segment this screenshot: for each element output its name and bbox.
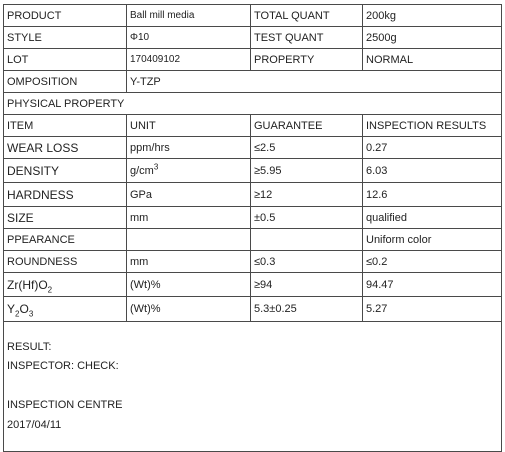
- composition-row: [4, 71, 502, 93]
- row-item: DENSITY: [4, 159, 127, 183]
- unit-base: g/cm: [130, 164, 154, 177]
- info-row-product: [4, 5, 502, 27]
- formula-subscript: 3: [28, 309, 34, 319]
- row-unit: ppm/hrs: [127, 137, 251, 159]
- row-result: ≤0.2: [363, 251, 502, 273]
- table-row: [4, 297, 502, 322]
- row-guarantee: 5.3±0.25: [251, 297, 363, 322]
- row-item: WEAR LOSS: [4, 137, 127, 159]
- property-label: PROPERTY: [251, 49, 363, 71]
- row-result: Uniform color: [363, 229, 502, 251]
- inspection-date: 2017/04/11: [7, 418, 62, 431]
- row-result: 5.27: [363, 297, 502, 322]
- physical-property-row: [4, 93, 502, 115]
- row-unit: (Wt)%: [127, 273, 251, 297]
- row-unit: [127, 229, 251, 251]
- row-guarantee: ±0.5: [251, 207, 363, 229]
- row-guarantee: ≤0.3: [251, 251, 363, 273]
- row-item: [4, 297, 127, 322]
- formula-subscript: 2: [15, 309, 20, 319]
- column-header-row: [4, 115, 502, 137]
- row-unit: (Wt)%: [127, 297, 251, 322]
- row-result: qualified: [363, 207, 502, 229]
- result-label: RESULT:: [7, 340, 52, 353]
- lot-value: 170409102: [127, 49, 251, 71]
- total-quant-value: 200kg: [363, 5, 502, 27]
- table-row: [4, 207, 502, 229]
- row-item: PPEARANCE: [4, 229, 127, 251]
- row-item: ROUNDNESS: [4, 251, 127, 273]
- row-guarantee: ≤2.5: [251, 137, 363, 159]
- formula-base: Zr(Hf)O: [7, 277, 48, 292]
- row-result: 12.6: [363, 183, 502, 207]
- row-unit: [127, 159, 251, 183]
- inspection-centre-label: INSPECTION CENTRE: [7, 399, 123, 411]
- info-row-style: [4, 27, 502, 49]
- unit-superscript: 3: [153, 161, 159, 171]
- inspector-label: INSPECTOR: CHECK:: [7, 360, 119, 373]
- info-row-lot: [4, 49, 502, 71]
- table-row: [4, 183, 502, 207]
- product-label: PRODUCT: [4, 5, 127, 27]
- column-header-item: ITEM: [4, 115, 127, 137]
- row-result: 6.03: [363, 159, 502, 183]
- column-header-unit: UNIT: [127, 115, 251, 137]
- composition-value: Y-TZP: [127, 71, 502, 93]
- formula-base: Y: [7, 302, 16, 316]
- row-item: SIZE: [4, 207, 127, 229]
- row-unit: mm: [127, 207, 251, 229]
- total-quant-label: TOTAL QUANT: [251, 5, 363, 27]
- row-unit: mm: [127, 251, 251, 273]
- inspection-table: [3, 4, 502, 452]
- row-result: 0.27: [363, 137, 502, 159]
- table-row: [4, 159, 502, 183]
- row-item: [4, 273, 127, 297]
- test-quant-label: TEST QUANT: [251, 27, 363, 49]
- table-row: [4, 229, 502, 251]
- row-result: 94.47: [363, 273, 502, 297]
- test-quant-value: 2500g: [363, 27, 502, 49]
- row-guarantee: ≥94: [251, 273, 363, 297]
- table-row: [4, 251, 502, 273]
- lot-label: LOT: [4, 49, 127, 71]
- product-value: Ball mill media: [127, 5, 251, 27]
- property-value: NORMAL: [363, 49, 502, 71]
- formula-base: O: [19, 302, 29, 316]
- row-item: HARDNESS: [4, 183, 127, 207]
- composition-label: OMPOSITION: [4, 71, 127, 93]
- row-guarantee: ≥5.95: [251, 159, 363, 183]
- physical-property-heading: PHYSICAL PROPERTY: [4, 93, 502, 115]
- footer-row: [4, 322, 502, 452]
- table-row: [4, 273, 502, 297]
- table-row: [4, 137, 502, 159]
- footer-cell: [4, 322, 502, 452]
- row-guarantee: [251, 229, 363, 251]
- row-unit: GPa: [127, 183, 251, 207]
- style-label: STYLE: [4, 27, 127, 49]
- footer-spacer: [7, 377, 498, 396]
- style-value: Φ10: [127, 27, 251, 49]
- column-header-guarantee: GUARANTEE: [251, 115, 363, 137]
- column-header-results: INSPECTION RESULTS: [363, 115, 502, 137]
- row-guarantee: ≥12: [251, 183, 363, 207]
- formula-subscript: 2: [47, 284, 53, 294]
